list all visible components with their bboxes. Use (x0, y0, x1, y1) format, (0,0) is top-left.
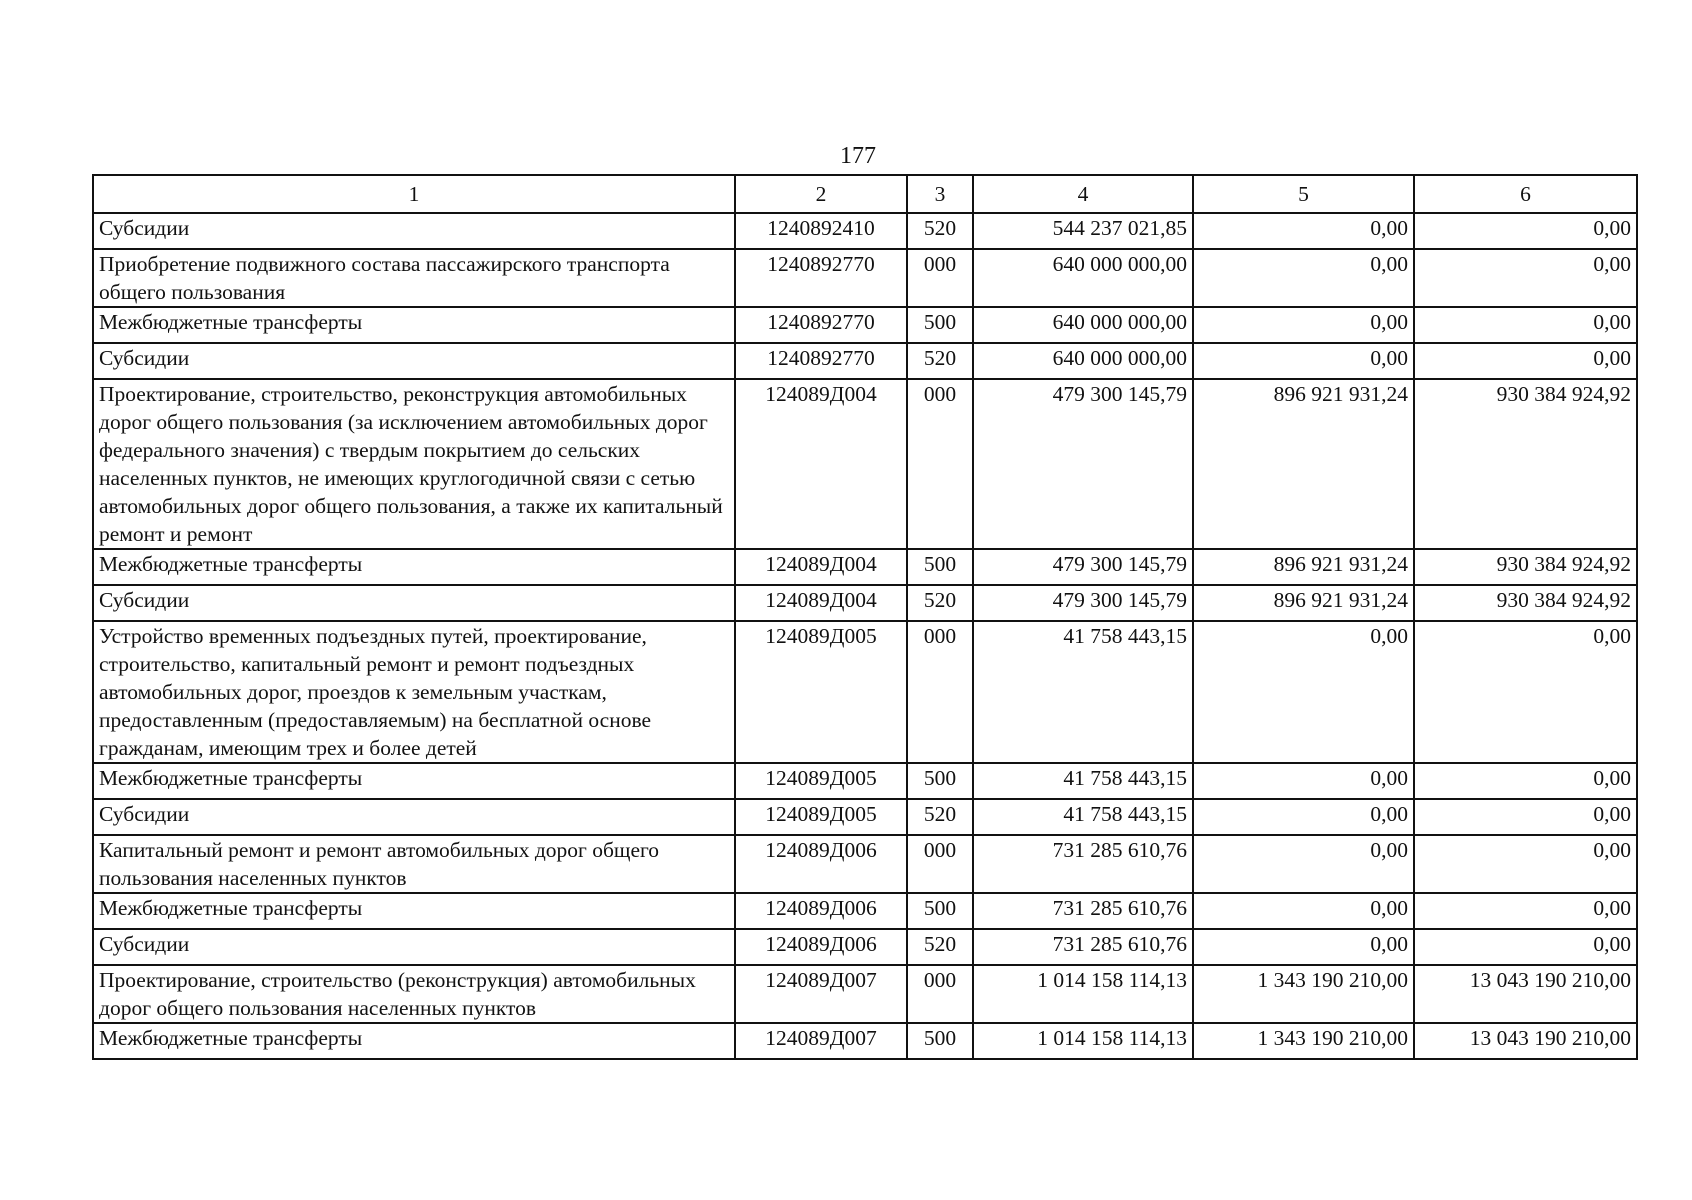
amount-col-4: 731 285 610,76 (973, 835, 1193, 893)
item-name: Межбюджетные трансферты (93, 307, 735, 343)
amount-col-4: 640 000 000,00 (973, 249, 1193, 307)
table-row (93, 213, 1637, 249)
expense-type-code: 000 (907, 249, 973, 307)
target-code: 124089Д006 (735, 835, 907, 893)
target-code: 1240892770 (735, 249, 907, 307)
amount-col-5: 0,00 (1193, 307, 1414, 343)
table-row (93, 621, 1637, 763)
expense-type-code: 500 (907, 1023, 973, 1059)
target-code: 124089Д006 (735, 929, 907, 965)
amount-col-4: 640 000 000,00 (973, 307, 1193, 343)
amount-col-4: 479 300 145,79 (973, 585, 1193, 621)
target-code: 124089Д004 (735, 585, 907, 621)
header-col-2: 2 (735, 175, 907, 213)
table-row (93, 893, 1637, 929)
amount-col-6: 930 384 924,92 (1414, 549, 1637, 585)
amount-col-6: 930 384 924,92 (1414, 585, 1637, 621)
budget-table (92, 174, 1638, 1060)
item-name: Проектирование, строительство (реконструкция) автомобильных дорог общего пользования населенных пунктов (93, 965, 735, 1023)
amount-col-4: 640 000 000,00 (973, 343, 1193, 379)
amount-col-6: 0,00 (1414, 929, 1637, 965)
table-row (93, 249, 1637, 307)
amount-col-4: 41 758 443,15 (973, 621, 1193, 763)
header-col-3: 3 (907, 175, 973, 213)
expense-type-code: 000 (907, 379, 973, 549)
amount-col-6: 0,00 (1414, 343, 1637, 379)
table-row (93, 549, 1637, 585)
amount-col-6: 0,00 (1414, 799, 1637, 835)
target-code: 124089Д004 (735, 549, 907, 585)
expense-type-code: 520 (907, 213, 973, 249)
amount-col-6: 0,00 (1414, 621, 1637, 763)
amount-col-6: 0,00 (1414, 249, 1637, 307)
amount-col-5: 0,00 (1193, 249, 1414, 307)
table-row (93, 763, 1637, 799)
amount-col-4: 731 285 610,76 (973, 893, 1193, 929)
expense-type-code: 000 (907, 965, 973, 1023)
target-code: 124089Д004 (735, 379, 907, 549)
expense-type-code: 500 (907, 893, 973, 929)
expense-type-code: 000 (907, 621, 973, 763)
amount-col-5: 896 921 931,24 (1193, 549, 1414, 585)
amount-col-5: 896 921 931,24 (1193, 379, 1414, 549)
item-name: Капитальный ремонт и ремонт автомобильных дорог общего пользования населенных пунктов (93, 835, 735, 893)
amount-col-4: 41 758 443,15 (973, 763, 1193, 799)
expense-type-code: 520 (907, 799, 973, 835)
expense-type-code: 520 (907, 343, 973, 379)
item-name: Субсидии (93, 213, 735, 249)
amount-col-6: 13 043 190 210,00 (1414, 1023, 1637, 1059)
header-row (93, 175, 1637, 213)
amount-col-5: 0,00 (1193, 343, 1414, 379)
expense-type-code: 500 (907, 763, 973, 799)
expense-type-code: 520 (907, 929, 973, 965)
table-body (93, 213, 1637, 1059)
table-row (93, 343, 1637, 379)
table-row (93, 799, 1637, 835)
item-name: Субсидии (93, 929, 735, 965)
amount-col-4: 1 014 158 114,13 (973, 1023, 1193, 1059)
amount-col-5: 0,00 (1193, 893, 1414, 929)
target-code: 124089Д006 (735, 893, 907, 929)
amount-col-4: 479 300 145,79 (973, 549, 1193, 585)
header-col-5: 5 (1193, 175, 1414, 213)
amount-col-5: 1 343 190 210,00 (1193, 965, 1414, 1023)
table-row (93, 929, 1637, 965)
header-col-1: 1 (93, 175, 735, 213)
item-name: Межбюджетные трансферты (93, 893, 735, 929)
amount-col-6: 930 384 924,92 (1414, 379, 1637, 549)
amount-col-6: 0,00 (1414, 893, 1637, 929)
expense-type-code: 500 (907, 549, 973, 585)
target-code: 1240892770 (735, 307, 907, 343)
target-code: 1240892770 (735, 343, 907, 379)
amount-col-6: 0,00 (1414, 307, 1637, 343)
table-row (93, 1023, 1637, 1059)
amount-col-4: 731 285 610,76 (973, 929, 1193, 965)
item-name: Приобретение подвижного состава пассажирского транспорта общего пользования (93, 249, 735, 307)
table-header (93, 175, 1637, 213)
page-number: 177 (840, 143, 876, 169)
amount-col-6: 0,00 (1414, 835, 1637, 893)
amount-col-5: 0,00 (1193, 799, 1414, 835)
item-name: Межбюджетные трансферты (93, 549, 735, 585)
header-col-4: 4 (973, 175, 1193, 213)
amount-col-4: 1 014 158 114,13 (973, 965, 1193, 1023)
target-code: 124089Д005 (735, 799, 907, 835)
amount-col-5: 0,00 (1193, 929, 1414, 965)
target-code: 1240892410 (735, 213, 907, 249)
header-col-6: 6 (1414, 175, 1637, 213)
item-name: Межбюджетные трансферты (93, 763, 735, 799)
amount-col-5: 1 343 190 210,00 (1193, 1023, 1414, 1059)
table-row (93, 379, 1637, 549)
target-code: 124089Д005 (735, 763, 907, 799)
amount-col-4: 41 758 443,15 (973, 799, 1193, 835)
table-row (93, 307, 1637, 343)
amount-col-5: 896 921 931,24 (1193, 585, 1414, 621)
table-row (93, 965, 1637, 1023)
item-name: Проектирование, строительство, реконструкция автомобильных дорог общего пользования (за исключением автомобильных дорог федерального значения) с твердым покрытием до сельских населенных пунктов, не имеющих круглогодичной связи с сетью автомобильных дорог общего пользования, а также их капитальный ремонт и ремонт (93, 379, 735, 549)
amount-col-6: 0,00 (1414, 763, 1637, 799)
amount-col-4: 544 237 021,85 (973, 213, 1193, 249)
amount-col-6: 0,00 (1414, 213, 1637, 249)
expense-type-code: 520 (907, 585, 973, 621)
amount-col-6: 13 043 190 210,00 (1414, 965, 1637, 1023)
expense-type-code: 000 (907, 835, 973, 893)
item-name: Субсидии (93, 585, 735, 621)
item-name: Межбюджетные трансферты (93, 1023, 735, 1059)
amount-col-5: 0,00 (1193, 763, 1414, 799)
item-name: Устройство временных подъездных путей, проектирование, строительство, капитальный ремонт и ремонт подъездных автомобильных дорог, проездов к земельным участкам, предоставленным (предоставляемым) на бесплатной основе гражданам, имеющим трех и более детей (93, 621, 735, 763)
amount-col-5: 0,00 (1193, 621, 1414, 763)
item-name: Субсидии (93, 799, 735, 835)
target-code: 124089Д005 (735, 621, 907, 763)
item-name: Субсидии (93, 343, 735, 379)
table-row (93, 585, 1637, 621)
amount-col-5: 0,00 (1193, 835, 1414, 893)
amount-col-5: 0,00 (1193, 213, 1414, 249)
table-row (93, 835, 1637, 893)
expense-type-code: 500 (907, 307, 973, 343)
amount-col-4: 479 300 145,79 (973, 379, 1193, 549)
target-code: 124089Д007 (735, 1023, 907, 1059)
target-code: 124089Д007 (735, 965, 907, 1023)
